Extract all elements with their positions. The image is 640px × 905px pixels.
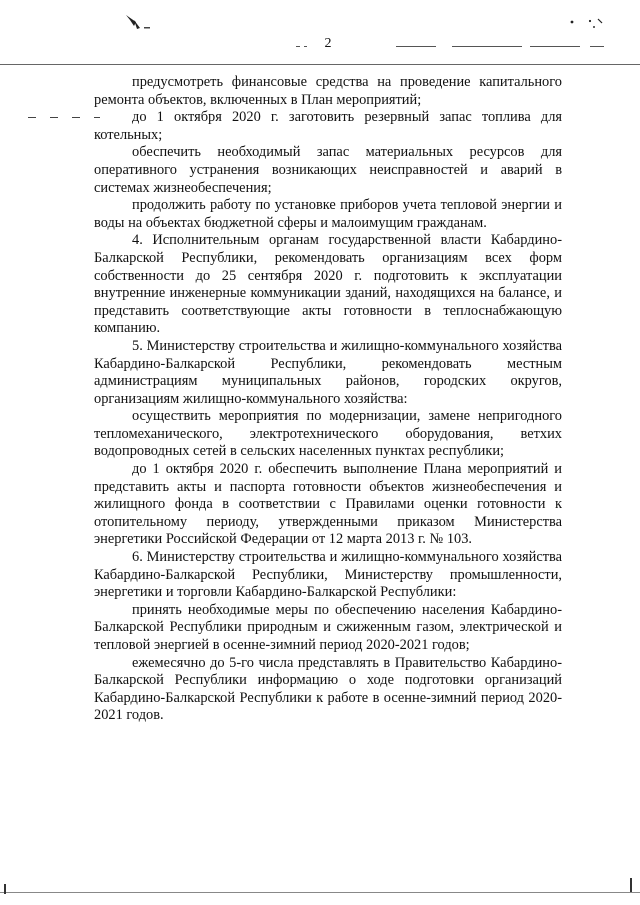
paragraph: обеспечить необходимый запас материальных ресурсов для оперативного устранения возникающих неисправностей и аварий в системах жизнеобеспечения; — [94, 144, 562, 196]
scan-dash — [304, 46, 307, 47]
paragraph: ежемесячно до 5-го числа представлять в Правительство Кабардино-Балкарской Республики информацию о ходе подготовки организаций Кабардино-Балкарской Республики к работе в осенне-зимний период 2020-2021 годов. — [94, 654, 562, 724]
scan-dash — [296, 46, 300, 47]
page-number: 2 — [324, 36, 332, 51]
scan-dots-top-right — [568, 16, 608, 30]
paragraph: осуществить мероприятия по модернизации, замене непригодного тепломеханического, электротехнического оборудования, ветхих водопроводных сетей в сельских населенных пунктах республики; — [94, 408, 562, 460]
scan-mark-top-left — [124, 12, 152, 32]
document-body — [94, 74, 562, 725]
paragraph: продолжить работу по установке приборов учета тепловой энергии и воды на объектах бюджетной сферы и малоимущим гражданам. — [94, 197, 562, 231]
paragraph: до 1 октября 2020 г. обеспечить выполнение Плана мероприятий и представить акты и паспорта готовности объектов жизнеобеспечения и жилищного фонда в соответствии с Правилами оценки готовности к отопительному периоду, утвержденными приказом Министерства энергетики Российской Федерации от 12 марта 2013 г. № 103. — [94, 461, 562, 548]
scan-dash — [590, 46, 604, 47]
paragraph: до 1 октября 2020 г. заготовить резервный запас топлива для котельных; — [94, 109, 562, 143]
scan-dash — [452, 46, 522, 47]
scan-dash — [396, 46, 436, 47]
paragraph: 6. Министерству строительства и жилищно-коммунального хозяйства Кабардино-Балкарской Республики, Министерству промышленности, энергетики и торговли Кабардино-Балкарской Республики: — [94, 549, 562, 601]
scan-bottom-edge — [0, 892, 640, 893]
paragraph: 4. Исполнительным органам государственной власти Кабардино-Балкарской Республики, рекомендовать организациям всех форм собственности до 25 сентября 2020 г. подготовить к эксплуатации внутренние инженерные коммуникации зданий, находящихся на балансе, и представить соответствующие акты готовности в теплоснабжающую компанию. — [94, 232, 562, 337]
scan-mark — [4, 884, 6, 894]
header-rule — [0, 64, 640, 65]
paragraph: 5. Министерству строительства и жилищно-коммунального хозяйства Кабардино-Балкарской Республики, рекомендовать местным администрациям муниципальных районов, городских округов, организациям жилищно-коммунального хозяйства: — [94, 337, 562, 407]
paragraph: предусмотреть финансовые средства на проведение капитального ремонта объектов, включенных в План мероприятий; — [94, 74, 562, 108]
scan-mark — [630, 878, 632, 892]
paragraph: принять необходимые меры по обеспечению населения Кабардино-Балкарской Республики природным и сжиженным газом, электрической и тепловой энергией в осенне-зимний период 2020-2021 годов; — [94, 601, 562, 653]
scan-dash — [530, 46, 580, 47]
